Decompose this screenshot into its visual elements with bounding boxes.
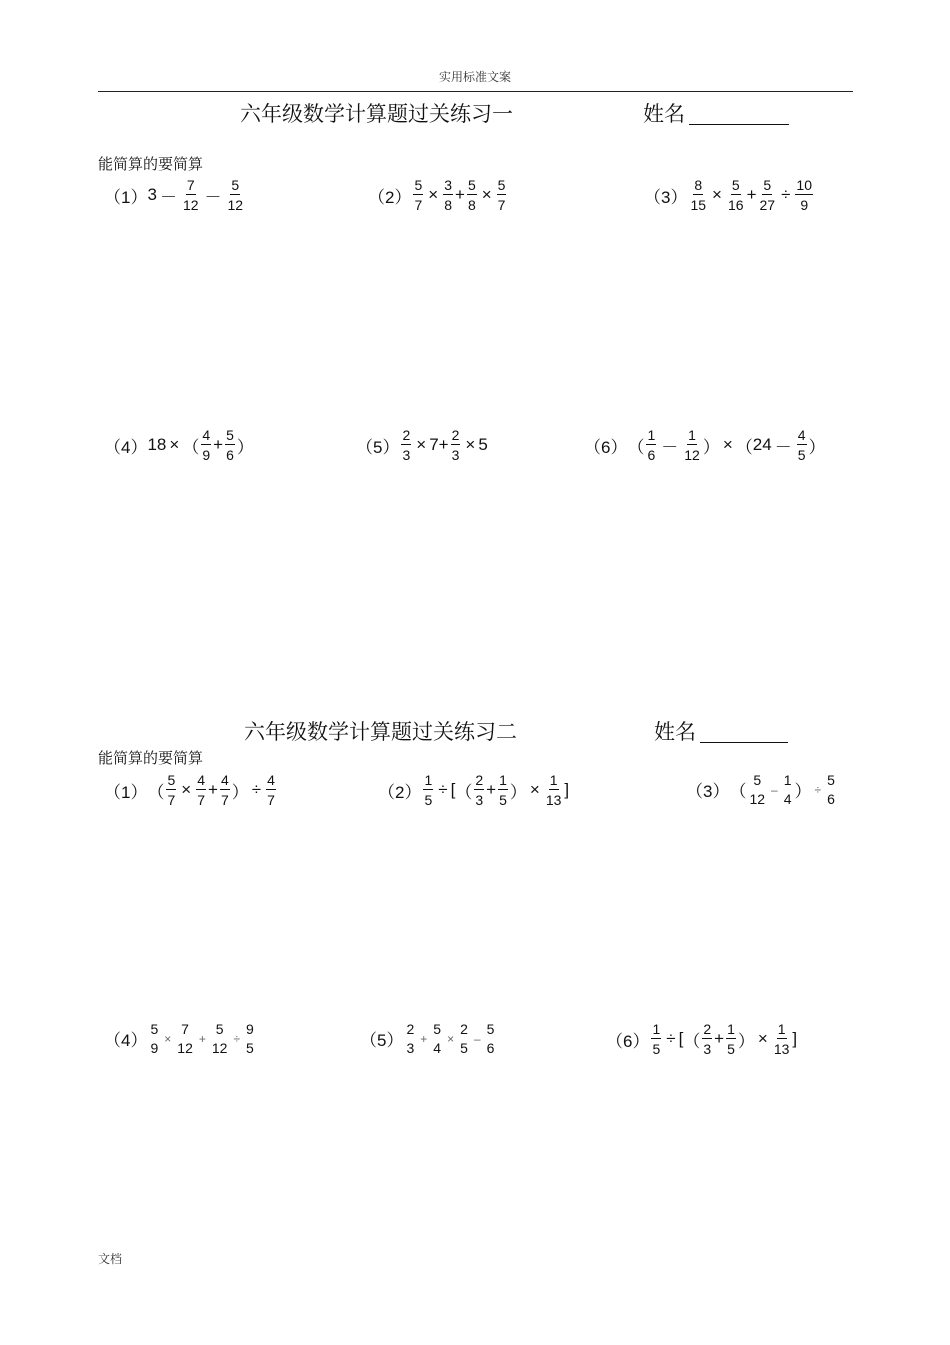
section1-instruction: 能简算的要简算 [98,155,204,173]
bracket: [ [678,1029,684,1048]
num: 7+ [429,435,449,454]
fraction: $\frac{10}{9}$ [796,177,812,213]
paren: （ [455,782,473,802]
s2-problem-5 [360,1022,497,1055]
op: × [164,1031,172,1046]
fraction: 5 6 [486,1021,495,1056]
label: （6） [606,1031,650,1051]
fraction: $\frac{5}{7}$ [414,177,423,213]
paren: ） [737,1031,755,1051]
paren: （ [683,1031,701,1051]
op: – [771,782,778,797]
op: + [213,435,224,454]
num: 18 [147,435,167,454]
fraction: $\frac{5}{16}$ [727,177,744,213]
paren: （ [735,437,753,457]
label: （2） [368,187,412,207]
paren: （ [147,782,165,802]
op: × [481,185,492,204]
op: × [757,1029,768,1048]
fraction: $\frac{1}{5}$ [727,1021,735,1057]
fraction: 5 12 [211,1021,228,1056]
label: （4） [104,1031,148,1050]
op: ÷ [666,1029,676,1048]
op: ÷ [438,780,448,799]
fraction: $\frac{5}{27}$ [759,177,776,213]
label: （6） [584,437,628,457]
num: 3 [147,185,157,204]
num: 24 [752,435,772,454]
fraction: 2 3 [406,1021,415,1056]
section2-title: 六年级数学计算题过关练习二 [244,720,517,744]
op: － [204,187,222,207]
fraction: $\frac{1}{5}$ [424,772,433,808]
fraction: $\frac{2}{3}$ [402,427,411,463]
fraction: 5 4 [433,1021,442,1056]
fraction: 9 5 [246,1021,254,1056]
page-header: 实用标准文案 [438,70,511,84]
fraction: $\frac{1}{13}$ [773,1021,790,1057]
op: × [447,1031,455,1046]
fraction: $\frac{5}{7}$ [167,772,176,808]
bracket: [ [450,780,456,799]
op: × [169,435,180,454]
label: （3） [686,782,730,801]
op: － [159,187,177,207]
fraction: $\frac{1}{13}$ [545,772,562,808]
name-label: 姓名 [643,102,685,126]
op: × [416,435,427,454]
fraction: $\frac{1}{6}$ [647,427,656,463]
fraction: $\frac{5}{8}$ [467,177,476,213]
fraction: 1 4 [783,772,792,807]
section1-name-field [643,98,789,128]
s1-problem-1 [104,178,246,212]
fraction: 5 12 [749,772,766,807]
op: + [714,1029,725,1048]
s1-problem-6 [584,428,826,462]
fraction: $\frac{2}{3}$ [475,772,484,808]
op: ÷ [781,185,791,204]
op: × [465,435,476,454]
fraction: 5 9 [150,1021,159,1056]
name-blank[interactable] [700,722,788,743]
fraction: 7 12 [177,1021,193,1056]
num: 5 [478,435,488,454]
fraction: $\frac{4}{7}$ [220,772,229,808]
header-rule [98,91,853,92]
op: + [746,185,757,204]
s2-problem-2 [378,773,569,807]
op: × [181,780,192,799]
page-footer: 文档 [98,1252,123,1266]
paren: ） [794,782,812,801]
paren: （ [627,437,645,457]
fraction: $\frac{4}{7}$ [267,772,275,808]
paren: （ [182,437,200,457]
s1-problem-2 [368,178,508,212]
fraction: $\frac{2}{3}$ [451,427,460,463]
op: － [661,437,679,457]
s1-problem-5 [356,428,488,462]
fraction: $\frac{7}{12}$ [182,177,199,213]
fraction: $\frac{4}{5}$ [797,427,806,463]
label: （5） [356,437,400,457]
op: － [774,437,792,457]
fraction: $\frac{1}{12}$ [684,427,700,463]
label: （5） [360,1031,404,1050]
paren: ） [231,782,249,802]
section2-name-field [654,716,788,746]
op: ÷ [251,780,262,799]
op: – [473,1031,481,1046]
label: （1） [104,782,148,802]
s1-problem-3 [644,178,815,212]
op: + [208,780,218,799]
op: × [428,185,439,204]
bracket: ] [564,780,570,799]
op: + [420,1031,428,1046]
fraction: $\frac{2}{3}$ [703,1021,712,1057]
label: （2） [378,782,422,802]
label: （1） [104,187,148,207]
fraction: $\frac{1}{5}$ [499,772,507,808]
label: （4） [104,437,148,457]
op: × [712,185,722,204]
fraction: $\frac{5}{12}$ [227,177,244,213]
op: ÷ [814,782,822,797]
paren: ） [702,437,720,457]
op: + [486,780,497,799]
fraction: $\frac{5}{7}$ [497,177,506,213]
name-label: 姓名 [654,720,696,744]
op: × [722,435,733,454]
s2-problem-3 [686,773,838,806]
fraction: 5 6 [827,772,835,807]
fraction: $\frac{4}{9}$ [202,427,211,463]
paren: ） [236,437,254,457]
paren: （ [729,782,747,801]
s2-problem-4 [104,1022,257,1055]
op: × [529,780,540,799]
fraction: $\frac{4}{7}$ [197,772,205,808]
s2-problem-1 [104,773,278,807]
fraction: $\frac{5}{6}$ [226,427,234,463]
label: （3） [644,187,688,207]
section2-instruction: 能简算的要简算 [98,749,204,767]
s1-problem-4 [104,428,254,462]
paren: ） [808,437,826,457]
op: + [198,1031,206,1046]
fraction: $\frac{3}{8}$ [444,177,452,213]
op: + [455,185,465,204]
fraction: 2 5 [460,1021,468,1056]
section1-title: 六年级数学计算题过关练习一 [240,102,513,126]
fraction: $\frac{8}{15}$ [690,177,707,213]
name-blank[interactable] [689,104,789,125]
fraction: $\frac{1}{5}$ [652,1021,661,1057]
paren: ） [509,782,527,802]
s2-problem-6 [606,1022,797,1056]
op: ÷ [233,1031,241,1046]
bracket: ] [792,1029,798,1048]
